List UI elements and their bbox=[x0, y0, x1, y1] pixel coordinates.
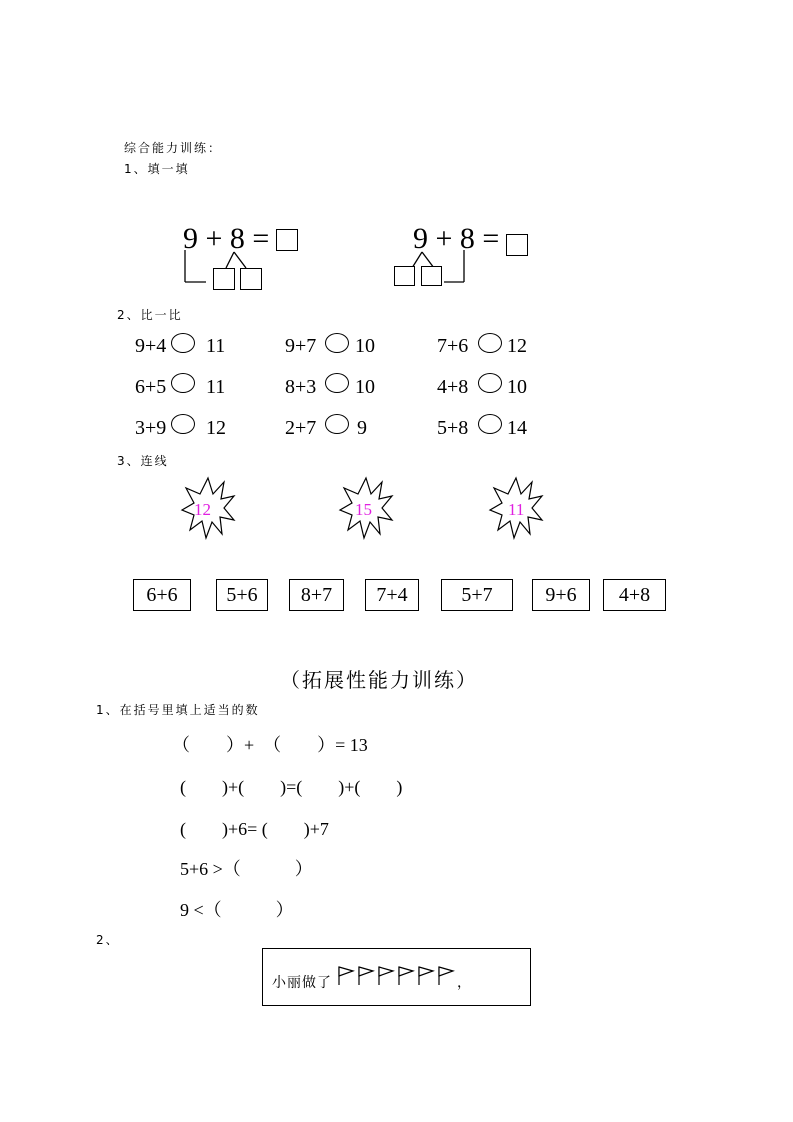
question-3-label: 3、连线 bbox=[117, 454, 169, 468]
compare-oval[interactable] bbox=[478, 373, 502, 393]
expression-box[interactable]: 4+8 bbox=[603, 579, 666, 611]
expression-box[interactable]: 5+6 bbox=[216, 579, 268, 611]
compare-left: 2+7 bbox=[285, 417, 317, 439]
expression-box[interactable]: 6+6 bbox=[133, 579, 191, 611]
equation-left: 9 + 8 = bbox=[183, 222, 270, 255]
equation-right: 9 + 8 = bbox=[413, 222, 500, 255]
answer-box[interactable] bbox=[276, 229, 298, 251]
compare-oval[interactable] bbox=[171, 333, 195, 353]
compare-right: 12 bbox=[507, 335, 527, 357]
compare-right: 14 bbox=[507, 417, 527, 439]
compare-left: 5+8 bbox=[437, 417, 469, 439]
compare-oval[interactable] bbox=[478, 414, 502, 434]
expression-box[interactable]: 7+4 bbox=[365, 579, 419, 611]
compare-oval[interactable] bbox=[325, 414, 349, 434]
expression-box[interactable]: 8+7 bbox=[289, 579, 344, 611]
compare-oval[interactable] bbox=[325, 333, 349, 353]
compare-left: 9+4 bbox=[135, 335, 167, 357]
split-box[interactable] bbox=[421, 266, 442, 286]
flag-question-text: 小丽做了 bbox=[272, 975, 332, 991]
compare-left: 4+8 bbox=[437, 376, 469, 398]
compare-left: 8+3 bbox=[285, 376, 317, 398]
compare-right: 9 bbox=[357, 417, 367, 439]
compare-left: 7+6 bbox=[437, 335, 469, 357]
compare-right: 11 bbox=[206, 376, 226, 398]
flag-question-box bbox=[262, 948, 531, 1006]
fill-blank-line[interactable]: ( )+6= ( )+7 bbox=[180, 819, 329, 839]
flag-question-suffix: ， bbox=[457, 975, 473, 991]
section-2-title: （拓展性能力训练） bbox=[280, 668, 478, 692]
answer-box[interactable] bbox=[506, 234, 528, 256]
star-number: 15 bbox=[355, 500, 372, 519]
fill-blank-line[interactable]: 5+6 >（ ） bbox=[180, 859, 313, 879]
split-box[interactable] bbox=[240, 268, 262, 290]
compare-oval[interactable] bbox=[171, 414, 195, 434]
section-2-question-2-label: 2、 bbox=[96, 933, 120, 947]
question-2-label: 2、比一比 bbox=[117, 308, 183, 322]
compare-right: 10 bbox=[507, 376, 527, 398]
section-title: 综合能力训练： bbox=[124, 141, 223, 155]
compare-oval[interactable] bbox=[478, 333, 502, 353]
compare-right: 11 bbox=[206, 335, 226, 357]
expression-box[interactable]: 9+6 bbox=[532, 579, 590, 611]
section-2-question-1-label: 1、在括号里填上适当的数 bbox=[96, 703, 260, 717]
compare-oval[interactable] bbox=[325, 373, 349, 393]
expression-box[interactable]: 5+7 bbox=[441, 579, 513, 611]
fill-blank-line[interactable]: （ ）+ （ ）= 13 bbox=[172, 735, 368, 755]
split-box[interactable] bbox=[213, 268, 235, 290]
fill-blank-line[interactable]: 9 <（ ） bbox=[180, 900, 294, 920]
compare-right: 10 bbox=[355, 335, 375, 357]
fill-blank-line[interactable]: ( )+( )=( )+( ) bbox=[180, 777, 403, 797]
compare-left: 6+5 bbox=[135, 376, 167, 398]
star-number: 12 bbox=[194, 500, 211, 519]
compare-left: 3+9 bbox=[135, 417, 167, 439]
compare-oval[interactable] bbox=[171, 373, 195, 393]
split-box[interactable] bbox=[394, 266, 415, 286]
question-1-label: 1、填一填 bbox=[124, 162, 190, 176]
compare-right: 10 bbox=[355, 376, 375, 398]
compare-right: 12 bbox=[206, 417, 226, 439]
compare-left: 9+7 bbox=[285, 335, 317, 357]
star-number: 11 bbox=[508, 500, 525, 519]
flag-icons bbox=[337, 965, 459, 987]
